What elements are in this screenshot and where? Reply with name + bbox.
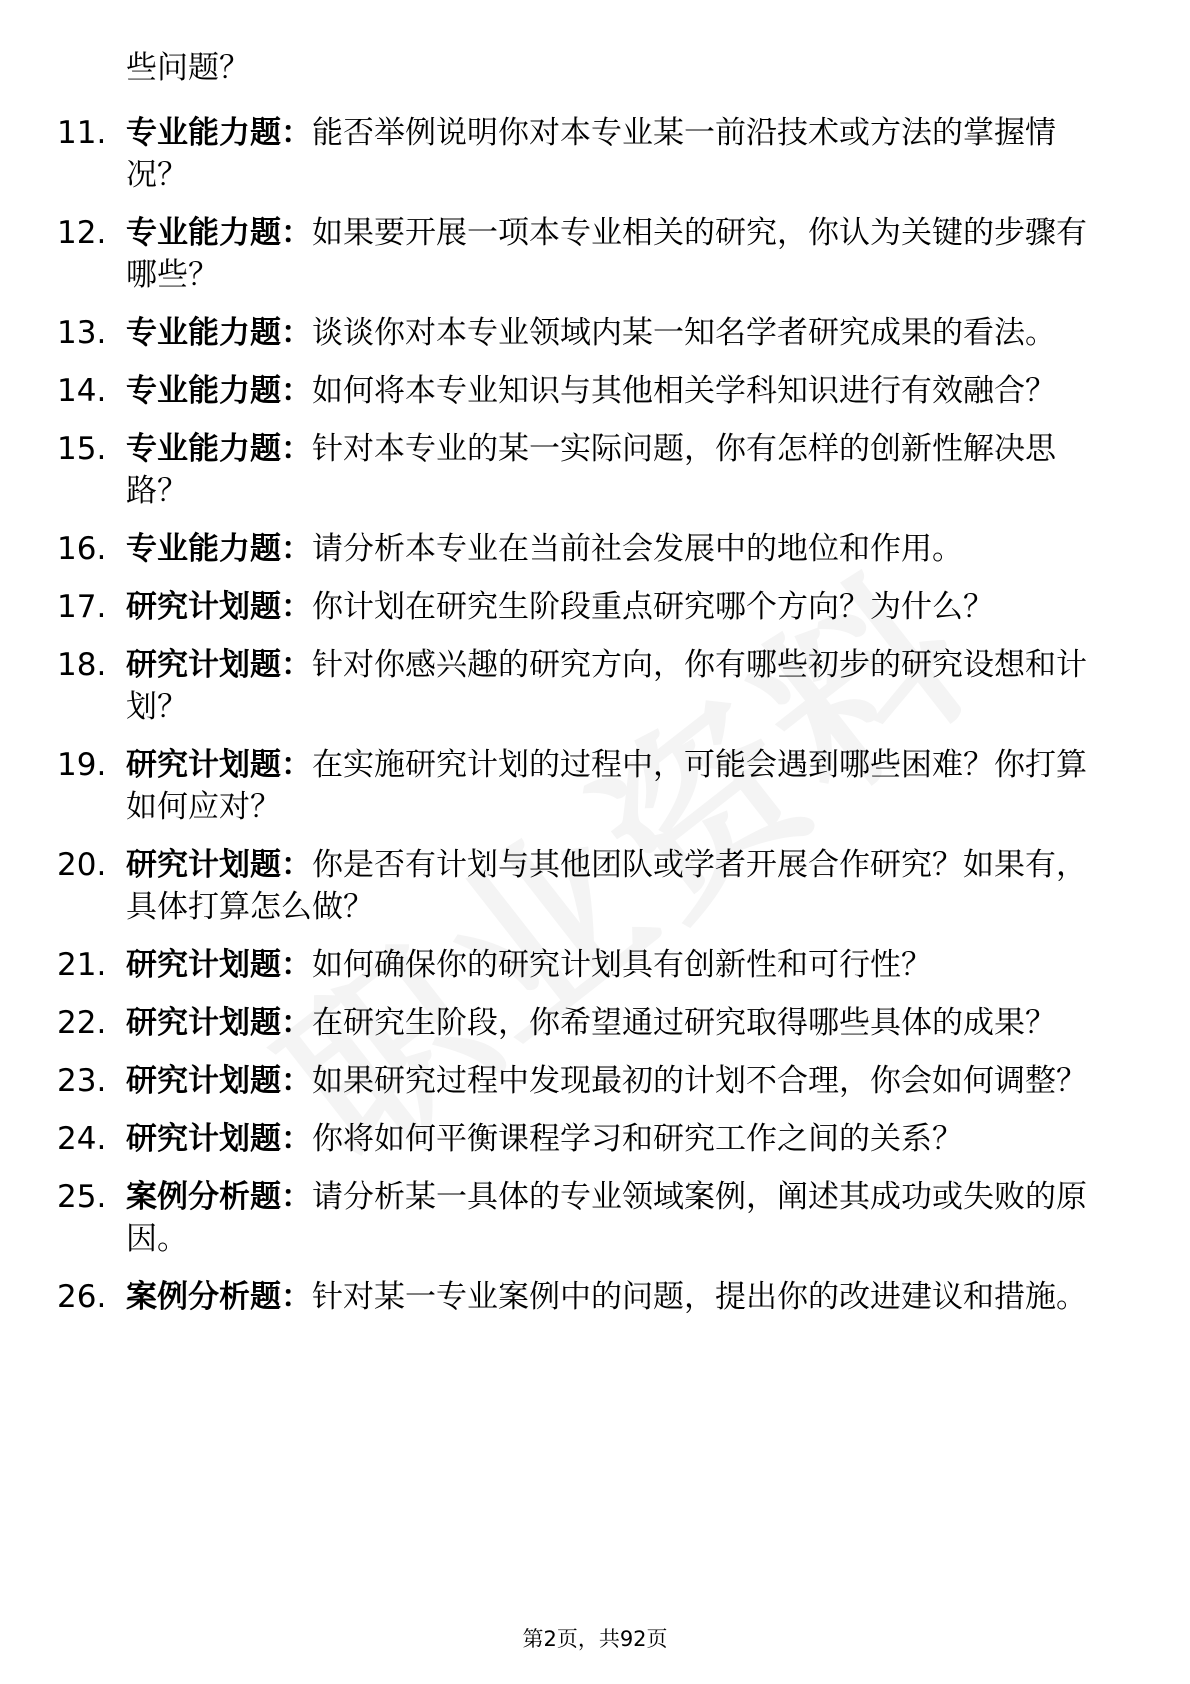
list-item <box>0 586 1190 628</box>
item-category: 案例分析题： <box>126 1279 312 1315</box>
item-category: 研究计划题： <box>126 947 312 983</box>
list-item <box>0 744 1190 828</box>
item-text: 如果要开展一项本专业相关的研究，你认为关键的步骤有哪些？ <box>126 215 1087 293</box>
item-number: 24. <box>57 1121 107 1157</box>
item-category: 专业能力题： <box>126 315 312 351</box>
list-item <box>0 428 1190 512</box>
item-category: 研究计划题： <box>126 1121 312 1157</box>
item-category: 专业能力题： <box>126 531 312 567</box>
item-number: 15. <box>57 431 107 467</box>
list-item <box>0 644 1190 728</box>
item-text: 针对本专业的某一实际问题，你有怎样的创新性解决思路？ <box>126 431 1056 509</box>
item-category: 研究计划题： <box>126 589 312 625</box>
item-category: 专业能力题： <box>126 431 312 467</box>
item-category: 专业能力题： <box>126 215 312 251</box>
item-text: 谈谈你对本专业领域内某一知名学者研究成果的看法。 <box>312 315 1056 351</box>
item-number: 12. <box>57 215 107 251</box>
item-number: 11. <box>57 115 107 151</box>
item-category: 专业能力题： <box>126 373 312 409</box>
list-item <box>0 312 1190 354</box>
list-item <box>0 528 1190 570</box>
item-text: 在研究生阶段，你希望通过研究取得哪些具体的成果？ <box>312 1005 1056 1041</box>
item-text: 如何确保你的研究计划具有创新性和可行性？ <box>312 947 932 983</box>
item-number: 16. <box>57 531 107 567</box>
item-number: 20. <box>57 847 107 883</box>
item-category: 研究计划题： <box>126 747 312 783</box>
item-number: 18. <box>57 647 107 683</box>
item-text: 你将如何平衡课程学习和研究工作之间的关系？ <box>312 1121 963 1157</box>
item-number: 17. <box>57 589 107 625</box>
list-item <box>0 944 1190 986</box>
item-text: 在实施研究计划的过程中，可能会遇到哪些困难？你打算如何应对？ <box>126 747 1087 825</box>
item-text: 能否举例说明你对本专业某一前沿技术或方法的掌握情况？ <box>126 115 1056 193</box>
item-category: 研究计划题： <box>126 1005 312 1041</box>
item-number: 22. <box>57 1005 107 1041</box>
page-number: 第2页，共92页 <box>522 1627 668 1651</box>
list-item <box>0 370 1190 412</box>
continuation-text: 些问题？ <box>126 50 250 86</box>
item-text: 针对你感兴趣的研究方向，你有哪些初步的研究设想和计划？ <box>126 647 1087 725</box>
list-item <box>0 1060 1190 1102</box>
item-number: 13. <box>57 315 107 351</box>
list-item <box>0 1118 1190 1160</box>
item-text: 针对某一专业案例中的问题，提出你的改进建议和措施。 <box>312 1279 1087 1315</box>
item-category: 研究计划题： <box>126 1063 312 1099</box>
item-number: 14. <box>57 373 107 409</box>
item-category: 案例分析题： <box>126 1179 312 1215</box>
item-number: 25. <box>57 1179 107 1215</box>
item-number: 23. <box>57 1063 107 1099</box>
item-category: 研究计划题： <box>126 847 312 883</box>
item-text: 请分析某一具体的专业领域案例，阐述其成功或失败的原因。 <box>126 1179 1087 1257</box>
list-item <box>0 112 1190 196</box>
item-category: 专业能力题： <box>126 115 312 151</box>
item-number: 19. <box>57 747 107 783</box>
question-list <box>0 112 1190 1334</box>
item-text: 如何将本专业知识与其他相关学科知识进行有效融合？ <box>312 373 1056 409</box>
item-text: 你是否有计划与其他团队或学者开展合作研究？如果有，具体打算怎么做？ <box>126 847 1087 925</box>
item-text: 如果研究过程中发现最初的计划不合理，你会如何调整？ <box>312 1063 1087 1099</box>
item-number: 26. <box>57 1279 107 1315</box>
list-item <box>0 844 1190 928</box>
item-text: 你计划在研究生阶段重点研究哪个方向？为什么？ <box>312 589 994 625</box>
item-category: 研究计划题： <box>126 647 312 683</box>
list-item <box>0 1176 1190 1260</box>
list-item <box>0 212 1190 296</box>
item-number: 21. <box>57 947 107 983</box>
list-item <box>0 1002 1190 1044</box>
item-text: 请分析本专业在当前社会发展中的地位和作用。 <box>312 531 963 567</box>
list-item <box>0 1276 1190 1318</box>
